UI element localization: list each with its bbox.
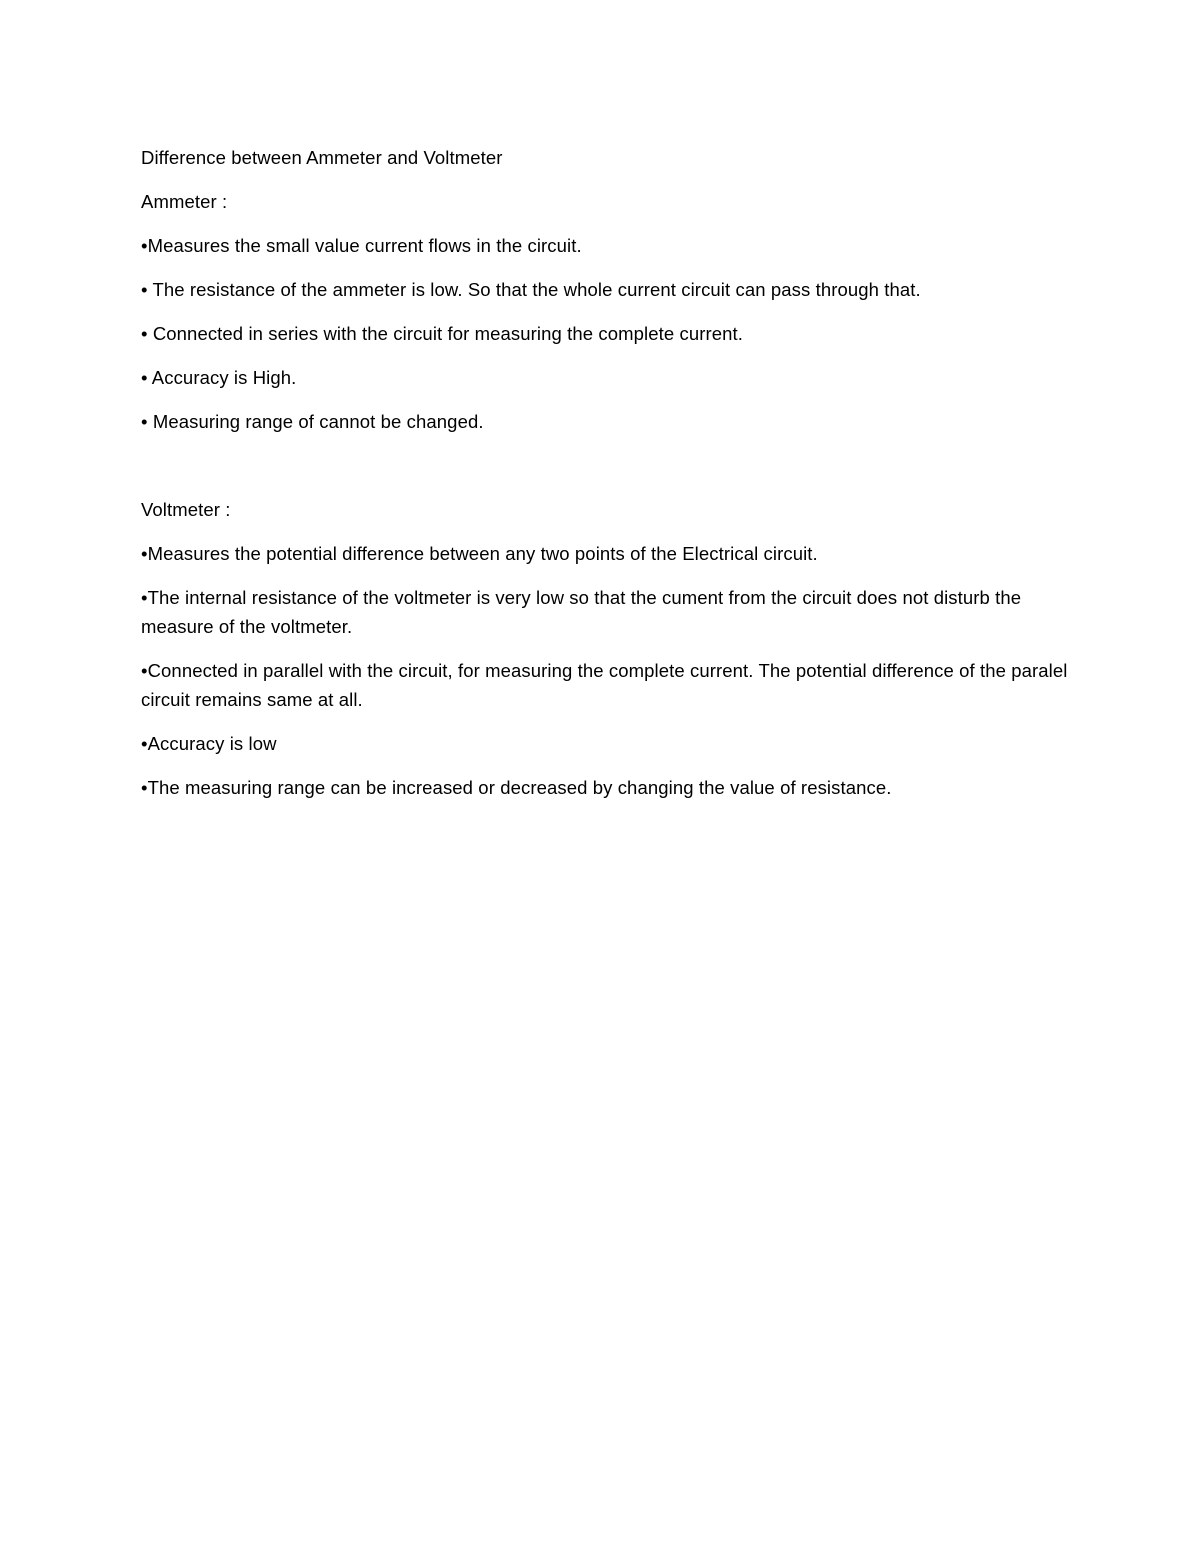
document-body xyxy=(141,143,1081,817)
ammeter-point: • The resistance of the ammeter is low. So that the whole current circuit can pass through that. xyxy=(141,279,921,300)
voltmeter-point: •The measuring range can be increased or decreased by changing the value of resistance. xyxy=(141,777,892,798)
ammeter-point: • Connected in series with the circuit for measuring the complete current. xyxy=(141,323,744,344)
ammeter-point: • Measuring range of cannot be changed. xyxy=(141,411,484,432)
voltmeter-point: •Accuracy is low xyxy=(141,733,277,754)
ammeter-point: • Accuracy is High. xyxy=(141,367,297,388)
ammeter-heading: Ammeter : xyxy=(141,191,228,212)
section-spacer xyxy=(141,451,1081,495)
voltmeter-point: •The internal resistance of the voltmeter is very low so that the cument from the circuit does not disturb the measure of the voltmeter. xyxy=(141,587,1022,637)
ammeter-point: •Measures the small value current flows in the circuit. xyxy=(141,235,582,256)
voltmeter-point: •Connected in parallel with the circuit, for measuring the complete current. The potential difference of the paralel circuit remains same at all. xyxy=(141,660,1068,710)
voltmeter-heading: Voltmeter : xyxy=(141,499,231,520)
voltmeter-point: •Measures the potential difference between any two points of the Electrical circuit. xyxy=(141,543,818,564)
document-title: Difference between Ammeter and Voltmeter xyxy=(141,147,503,168)
